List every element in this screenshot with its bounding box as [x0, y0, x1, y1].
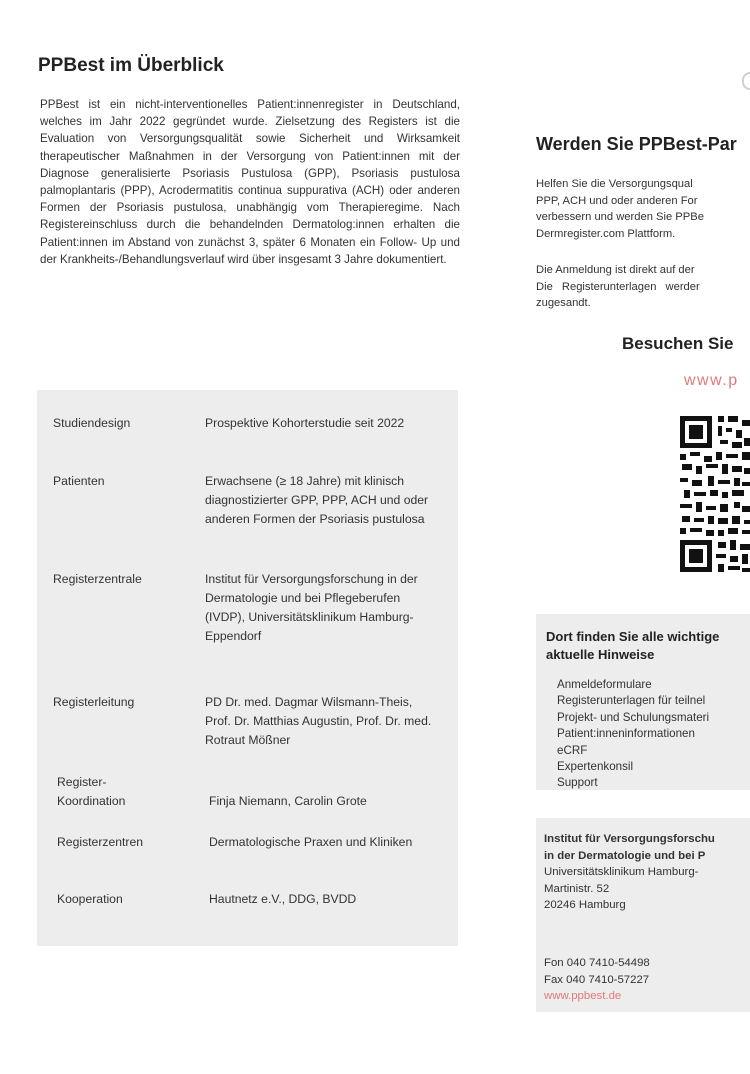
row-label-registerzentren: Registerzentren: [57, 835, 144, 849]
list-item: Registerunterlagen für teilnel: [557, 694, 706, 708]
cta-line: Helfen Sie die Versorgungsqual: [536, 178, 693, 190]
row-label-patienten: Patienten: [53, 474, 105, 488]
row-value-koordination: Finja Niemann, Carolin Grote: [209, 794, 367, 808]
info-box: [536, 614, 750, 790]
cta-line: PPP, ACH und oder anderen For: [536, 194, 698, 207]
list-item: Expertenkonsil: [557, 760, 634, 774]
row-value-kooperation: Hautnetz e.V., DDG, BVDD: [209, 892, 357, 906]
contact-city: 20246 Hamburg: [544, 899, 626, 912]
contact-org: Universitätsklinikum Hamburg-: [544, 866, 699, 879]
row-label-studiendesign: Studiendesign: [53, 416, 131, 430]
page-title: PPBest im Überblick: [38, 55, 224, 76]
row-value-registerzentrale: Institut für Versorgungsforschung in der Dermatologie und bei Pflegeberufen (IVDP), Universitätsklinikum Hamburg-Eppendorf: [205, 572, 418, 643]
logo-fragment: [742, 72, 750, 90]
cta-line: Dermregister.com Plattform.: [536, 227, 676, 240]
cta-title: Werden Sie PPBest-Par: [536, 134, 737, 154]
cta-paragraph-2: [536, 262, 700, 312]
contact-org: Institut für Versorgungsforschu: [544, 833, 715, 845]
right-column: [520, 0, 750, 1074]
list-item: Patient:inneninformationen: [557, 727, 695, 741]
cta-line: verbessern und werden Sie PPBe: [536, 211, 704, 223]
row-value-registerleitung: PD Dr. med. Dagmar Wilsmann-Theis, Prof. Dr. Matthias Augustin, Prof. Dr. med. Rotraut Mößner: [205, 695, 432, 747]
row-label-koordination: Register-Koordination: [57, 775, 126, 808]
cta-paragraph-1: [536, 176, 704, 242]
overview-table: [37, 390, 458, 946]
visit-heading: Besuchen Sie: [622, 334, 734, 353]
cta-line: Die Registerunterlagen werder: [536, 280, 700, 293]
cta-line: Die Anmeldung ist direkt auf der: [536, 264, 695, 276]
list-item: eCRF: [557, 743, 588, 757]
info-list: [557, 677, 709, 792]
contact-website-link[interactable]: www.ppbest.de: [544, 990, 622, 1003]
list-item: Projekt- und Schulungsmateri: [557, 710, 710, 724]
contact-box: [536, 818, 750, 1012]
cta-line: zugesandt.: [536, 297, 591, 309]
row-value-studiendesign: Prospektive Kohorterstudie seit 2022: [205, 416, 405, 430]
contact-address: [544, 831, 715, 914]
row-value-patienten: Erwachsene (≥ 18 Jahre) mit klinisch diagnostizierter GPP, PPP, ACH und oder anderen Formen der Psoriasis pustulosa: [205, 474, 429, 526]
list-item: Support: [557, 776, 598, 790]
contact-fax: Fax 040 7410-57227: [544, 973, 650, 986]
contact-phone: Fon 040 7410-54498: [544, 957, 650, 969]
intro-paragraph: PPBest ist ein nicht-interventionelles Patient:innenregister in Deutschland, welches im Jahr 2022 gegründet wurde. Zielsetzung des Registers ist die Evaluation von Versorgungsqualität sowie Sicherheit und Wirksamkeit therapeutischer Maßnahmen in der Versorgung von Patient:innen mit der Diagnose generalisierte Psoriasis Pustulosa (GPP), Psoriasis pustulosa palmoplantaris (PPP), Acrodermatitis continua suppurativa (ACH) oder anderen Formen der Psoriasis pustulosa, unabhängig vom Therapieregime. Nach Registereinschluss durch die behandelnden Dermatolog:innen erhalten die Patient:innen im Abstand von zunächst 3, später 6 Monaten ein Follow- Up und der Krankheits-/Behandlungsverlauf wird über insgesamt 3 Jahre dokumentiert.: [40, 98, 460, 266]
info-heading: Dort finden Sie alle wichtige aktuelle Hinweise: [546, 629, 720, 662]
row-value-registerzentren: Dermatologische Praxen und Kliniken: [209, 835, 413, 849]
contact-org: in der Dermatologie und bei P: [544, 849, 706, 862]
qr-code-icon: [678, 412, 750, 584]
row-label-registerzentrale: Registerzentrale: [53, 572, 142, 586]
contact-street: Martinistr. 52: [544, 882, 610, 895]
list-item: Anmeldeformulare: [557, 678, 652, 691]
row-label-kooperation: Kooperation: [57, 892, 123, 906]
website-link[interactable]: www.p: [684, 372, 739, 389]
contact-numbers: [544, 955, 650, 1005]
row-label-registerleitung: Registerleitung: [53, 695, 135, 709]
